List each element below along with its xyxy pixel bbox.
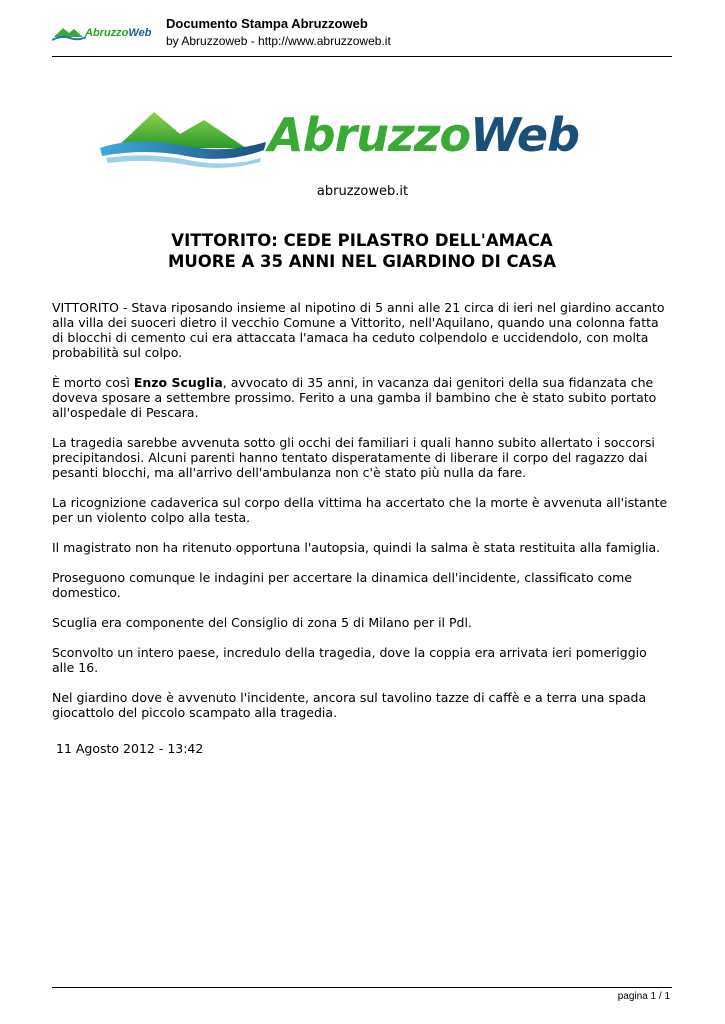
mountain-logo-icon bbox=[96, 108, 271, 170]
article-date: 11 Agosto 2012 - 13:42 bbox=[56, 741, 204, 756]
main-logo-text: AbruzzoWeb bbox=[268, 108, 580, 162]
article-title-line-2: MUORE A 35 ANNI NEL GIARDINO DI CASA bbox=[167, 252, 557, 271]
article-title-line-1: VITTORITO: CEDE PILASTRO DELL'AMACA bbox=[171, 231, 553, 250]
page-footer bbox=[52, 987, 672, 1002]
page-number: pagina 1 / 1 bbox=[617, 991, 670, 1002]
header-logo bbox=[52, 24, 156, 46]
person-name: Enzo Scuglia bbox=[133, 375, 223, 390]
article-paragraph: Sconvolto un intero paese, incredulo della tragedia, dove la coppia era arrivata ieri pomeriggio alle 16. bbox=[52, 645, 647, 675]
article-paragraph: Il magistrato non ha ritenuto opportuna l'autopsia, quindi la salma è stata restituita alla famiglia. bbox=[52, 540, 661, 555]
header-logo-text: AbruzzoWeb bbox=[85, 27, 152, 39]
article-title bbox=[52, 230, 672, 272]
article-body bbox=[52, 300, 672, 735]
site-name: abruzzoweb.it bbox=[316, 184, 409, 199]
header-subtitle: by Abruzzoweb - http://www.abruzzoweb.it bbox=[166, 34, 391, 48]
article-paragraph: La tragedia sarebbe avvenuta sotto gli occhi dei familiari i quali hanno subito allertato i soccorsi precipitandosi. Alcuni parenti hanno tentato disperatamente di liberare il corpo del ragazzo dai pesanti blocchi, ma all'arrivo dell'ambulanza non c'è stato più nulla da fare. bbox=[52, 435, 655, 480]
article-paragraph: Proseguono comunque le indagini per accertare la dinamica dell'incidente, classificato come domestico. bbox=[52, 570, 633, 600]
article-paragraph: Nel giardino dove è avvenuto l'incidente, ancora sul tavolino tazze di caffè e a terra una spada giocattolo del piccolo scampato alla tragedia. bbox=[52, 690, 647, 720]
article-paragraph: VITTORITO - Stava riposando insieme al nipotino di 5 anni alle 21 circa di ieri nel giardino accanto alla villa dei suoceri dietro il vecchio Comune a Vittorito, nell'Aquilano, quando una colonna fatta di blocchi di cemento cui era attaccata l'amaca ha ceduto colpendolo e uccidendolo, con molta probabilità sul colpo. bbox=[52, 300, 665, 360]
header-title: Documento Stampa Abruzzoweb bbox=[166, 16, 368, 31]
mountain-logo-icon bbox=[52, 24, 86, 42]
page-header bbox=[52, 14, 672, 57]
article-paragraph: Scuglia era componente del Consiglio di zona 5 di Milano per il Pdl. bbox=[52, 615, 472, 630]
article-paragraph: È morto così Enzo Scuglia, avvocato di 35 anni, in vacanza dai genitori della sua fidanzata che doveva sposare a settembre prossimo. Ferito a una gamba il bambino che è stato subito portato all'ospedale di Pescara. bbox=[52, 375, 657, 420]
article-paragraph: La ricognizione cadaverica sul corpo della vittima ha accertato che la morte è avvenuta all'istante per un violento colpo alla testa. bbox=[52, 495, 668, 525]
main-logo bbox=[96, 108, 606, 170]
